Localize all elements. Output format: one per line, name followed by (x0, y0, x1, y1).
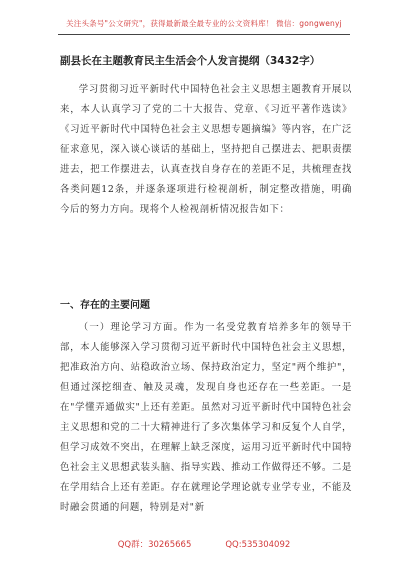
header-banner: 关注头条号"公文研究"，获得最新最全最专业的公文资料库！ 微信：gongwenyj (66, 19, 342, 28)
footer-contact (0, 538, 408, 550)
footer-qq: QQ:535304092 (225, 540, 291, 550)
intro-paragraph: 学习贯彻习近平新时代中国特色社会主义思想主题教育开展以来，本人认真学习了党的二十大报告、党章、《习近平著作选读》《习近平新时代中国特色社会主义思想专题摘编》等内容，在广泛征求意见，深入谈心谈话的基础上，坚持把自己摆进去、把职责摆进去，把工作摆进去，认真查找自身存在的差距不足，共梳理查找各类问题12条，并逐条逐项进行检视剖析，制定整改措施，明确今后的努力方向。现将个人检视剖析情况报告如下： (60, 84, 352, 215)
header-divider (58, 34, 350, 35)
section-heading: 一、存在的主要问题 (60, 300, 150, 311)
document-title: 副县长在主题教育民主生活会个人发言提纲（3432字） (60, 55, 321, 67)
section-paragraph: （一）理论学习方面。作为一名受党教育培养多年的领导干部，本人能够深入学习贯彻习近平新时代中国特色社会主义思想，把准政治方向、站稳政治立场、保持政治定力，坚定"两个维护"，但通过深挖细查、触及灵魂，发现自身也还存在一些差距。一是在"学懂弄通做实"上还有差距。虽然对习近平新时代中国特色社会主义思想和党的二十大精神进行了多次集体学习和反复个人自学，但学习成效不突出，在理解上缺乏深度，运用习近平新时代中国特色社会主义思想武装头脑、指导实践、推动工作做得还不够。二是在学用结合上还有差距。存在就理论学理论就专业学专业，不能及时融会贯通的问题，特别是对"新 (60, 322, 352, 513)
footer-qq-group: QQ群：30265665 (117, 540, 192, 550)
